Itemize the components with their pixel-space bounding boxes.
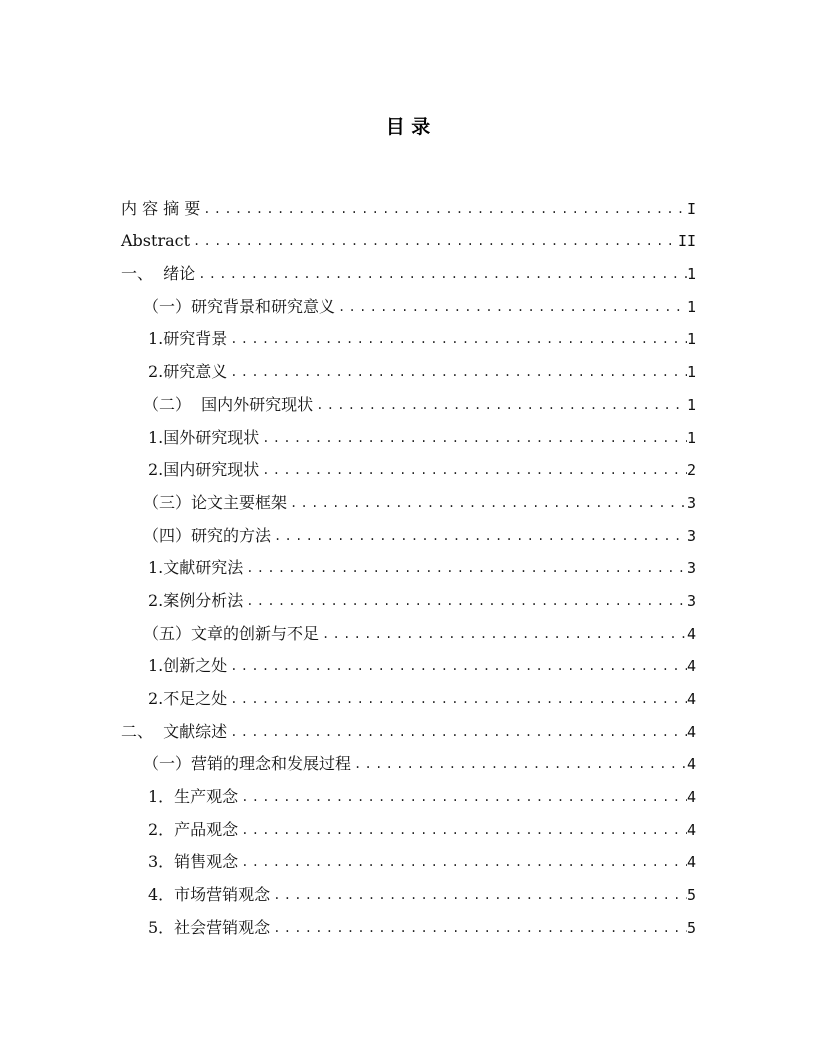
toc-entry-page: 4 [686, 690, 696, 708]
toc-entry[interactable] [121, 186, 696, 219]
toc-entry-label: 1.国外研究现状 [148, 427, 260, 447]
dot-leader [271, 528, 687, 546]
dot-leader [270, 920, 687, 938]
toc-entry-label: 二、 文献综述 [121, 721, 228, 741]
dot-leader [259, 430, 687, 448]
toc-entry-page: 5 [686, 886, 696, 905]
toc-entry-page: II [677, 232, 696, 251]
toc-entry-page: 4 [686, 624, 696, 643]
toc-entry[interactable] [121, 807, 696, 840]
toc-entry-label: 1.研究背景 [148, 329, 228, 349]
dot-leader [259, 462, 687, 480]
toc-entry-label: 3．销售观念 [148, 852, 239, 872]
toc-entry-page: 3 [686, 526, 696, 545]
toc-entry-page: 4 [686, 657, 696, 676]
toc-entry[interactable] [121, 382, 696, 415]
toc-entry-page: 1 [686, 297, 696, 316]
toc-entry-page: 5 [686, 918, 696, 937]
toc-entry[interactable] [121, 284, 696, 317]
toc-entry-page: 4 [686, 853, 696, 872]
toc-entry-page: 4 [686, 820, 696, 839]
dot-leader [227, 724, 687, 742]
toc-entry[interactable] [121, 317, 696, 350]
toc-title: 目 录 [385, 116, 431, 138]
dot-leader [313, 397, 687, 415]
toc-entry[interactable] [121, 251, 696, 284]
toc-entry[interactable] [121, 415, 696, 448]
dot-leader [227, 658, 687, 676]
toc-entry[interactable] [121, 546, 696, 579]
toc-entry-page: 4 [686, 722, 696, 741]
toc-entry-label: 1.创新之处 [148, 656, 228, 676]
dot-leader [238, 789, 687, 807]
toc-entry-page: 4 [686, 755, 696, 774]
dot-leader [243, 560, 687, 578]
toc-entry-label: 内 容 摘 要 [121, 198, 201, 218]
toc-entry-label: 1．生产观念 [148, 787, 239, 807]
toc-entry-label: （一）研究背景和研究意义 [143, 296, 336, 316]
toc-entry[interactable] [121, 349, 696, 382]
toc-entry[interactable] [121, 742, 696, 775]
toc-entry-page: I [686, 199, 696, 218]
toc-entry[interactable] [121, 709, 696, 742]
toc-entry-page: 1 [686, 428, 696, 447]
dot-leader [319, 626, 687, 644]
dot-leader [351, 756, 687, 774]
toc-entry[interactable] [121, 219, 696, 252]
toc-entry[interactable] [121, 872, 696, 905]
toc-entry-label: （三）论文主要框架 [143, 492, 288, 512]
toc-list [121, 186, 696, 938]
toc-entry-page: 4 [686, 788, 696, 807]
toc-entry-label: （一）营销的理念和发展过程 [143, 754, 352, 774]
dot-leader [238, 854, 687, 872]
toc-entry-page: 1 [686, 265, 696, 284]
toc-entry-label: 4．市场营销观念 [148, 885, 271, 905]
toc-entry-label: 1.文献研究法 [148, 558, 244, 578]
dot-leader [227, 364, 687, 382]
toc-entry[interactable] [121, 578, 696, 611]
dot-leader [270, 887, 687, 905]
toc-entry-label: （五）文章的创新与不足 [143, 623, 320, 643]
toc-entry[interactable] [121, 513, 696, 546]
toc-entry[interactable] [121, 611, 696, 644]
dot-leader [200, 201, 687, 219]
toc-entry[interactable] [121, 905, 696, 938]
toc-entry-label: 2.国内研究现状 [148, 460, 260, 480]
toc-entry-page: 3 [686, 493, 696, 512]
dot-leader [243, 593, 687, 611]
toc-entry-page: 1 [686, 330, 696, 349]
toc-entry-label: Abstract [121, 231, 191, 251]
toc-entry-label: （四）研究的方法 [143, 525, 272, 545]
dot-leader [195, 266, 687, 284]
toc-entry-label: 2．产品观念 [148, 819, 239, 839]
toc-entry-label: 一、 绪论 [121, 264, 196, 284]
toc-entry[interactable] [121, 774, 696, 807]
dot-leader [227, 691, 687, 709]
toc-entry[interactable] [121, 448, 696, 481]
toc-entry-label: 5．社会营销观念 [148, 917, 271, 937]
dot-leader [287, 495, 687, 513]
dot-leader [238, 822, 687, 840]
toc-entry[interactable] [121, 840, 696, 873]
toc-entry-page: 1 [686, 395, 696, 414]
toc-entry-label: 2.不足之处 [148, 689, 228, 708]
toc-entry-label: （二） 国内外研究现状 [143, 394, 314, 414]
toc-entry-page: 1 [686, 363, 696, 382]
toc-entry-page: 3 [686, 559, 696, 578]
dot-leader [227, 331, 687, 349]
toc-entry-label: 2.研究意义 [148, 362, 228, 382]
toc-entry-label: 2.案例分析法 [148, 590, 244, 610]
toc-entry[interactable] [121, 480, 696, 513]
toc-entry-page: 2 [686, 461, 696, 480]
dot-leader [190, 233, 678, 251]
toc-entry-page: 3 [686, 591, 696, 610]
toc-entry[interactable] [121, 676, 696, 709]
dot-leader [335, 299, 687, 317]
toc-entry[interactable] [121, 644, 696, 677]
